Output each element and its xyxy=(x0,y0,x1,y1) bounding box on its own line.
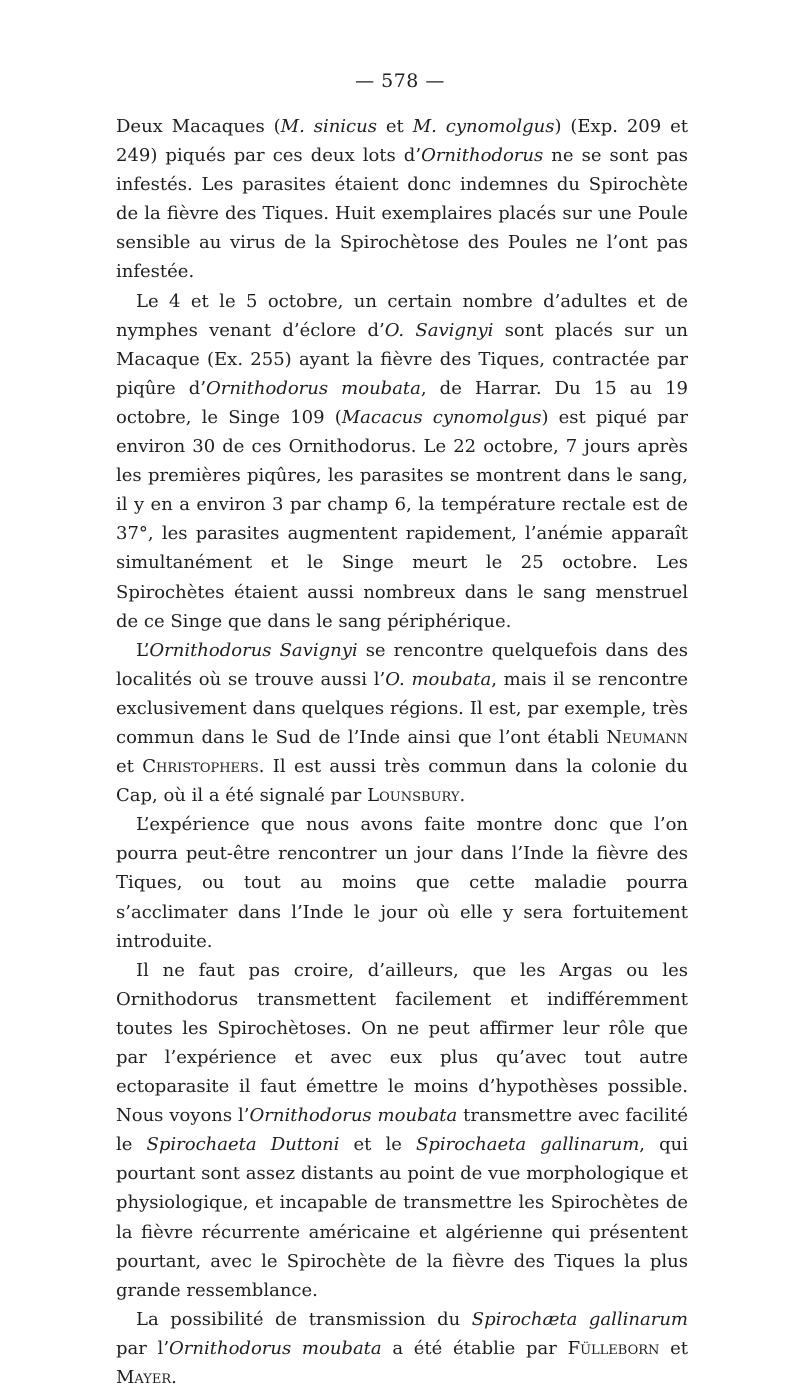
text-run: . xyxy=(459,785,466,807)
author-name: Lounsbury xyxy=(367,785,460,807)
text-run: , de Harrar. Du 15 au 19 octobre, le Singe 109 ( xyxy=(116,377,688,428)
body-text xyxy=(116,112,688,1392)
text-run: , qui pourtant sont assez distants au point de vue morphologique et physiologique, et incapable de transmettre les Spirochètes de la fièvre récurrente américaine et algérienne qui présentent pourtant, avec le Spirochète de la fièvre des Tiques la plus grande ressemblance. xyxy=(116,1134,688,1301)
page-number: — 578 — xyxy=(355,70,445,92)
text-run: ne se sont pas infestés. Les parasites étaient donc indemnes du Spirochète de la fièvre des Tiques. Huit exemplaires placés sur une Poule sensible au virus de la Spirochètose des Poules ne l’ont pas infestée. xyxy=(116,145,688,283)
text-run: et xyxy=(659,1337,689,1359)
italic-text: M. sinicus xyxy=(280,116,377,137)
text-run: sont placés sur un Macaque (Ex. 255) ayant la fièvre des Tiques, contractée par piqûre d’ xyxy=(116,319,688,399)
text-run: se rencontre quelquefois dans des localités où se trouve aussi l’ xyxy=(116,639,688,690)
text-run: et le xyxy=(339,1134,416,1156)
italic-text: Ornithodorus moubata xyxy=(169,1337,382,1359)
paragraph xyxy=(116,810,688,955)
text-run: et xyxy=(116,756,143,778)
text-run: ) est piqué par environ 30 de ces Ornithodorus. Le 22 octobre, 7 jours après les premières piqûres, les parasites se montrent dans le sang, il y en a environ 3 par champ 6, la température rectale est de 37°, les parasites augmentent rapidement, l’anémie apparaît simultanément et le Singe meurt le 25 octobre. Les Spirochètes étaient aussi nombreux dans le sang menstruel de ce Singe que dans le sang périphérique. xyxy=(116,406,688,632)
text-run: et xyxy=(376,116,413,137)
italic-text: Spirochaeta gallinarum xyxy=(415,1134,640,1156)
author-name: Fülleborn xyxy=(567,1337,660,1359)
italic-text: Macacus cynomolgus xyxy=(341,406,542,428)
italic-text: Ornithodorus moubata xyxy=(249,1105,458,1127)
paragraph xyxy=(116,956,688,1305)
text-run: transmettre avec facilité le xyxy=(116,1105,689,1156)
italic-text: M. cynomolgus xyxy=(412,116,555,137)
italic-text: Spirochaeta Duttoni xyxy=(146,1134,340,1156)
author-name: Neumann xyxy=(606,726,688,748)
text-run: La possibilité de transmission du xyxy=(136,1308,472,1330)
text-run: L’ xyxy=(136,639,150,661)
text-run: a été établie par xyxy=(381,1337,568,1359)
italic-text: O. moubata xyxy=(385,668,492,690)
paragraph xyxy=(116,287,688,636)
italic-text: Ornithodorus xyxy=(421,145,544,167)
paragraph xyxy=(116,636,688,811)
text-run: ) (Exp. 209 et 249) piqués par ces deux lots d’ xyxy=(116,116,688,167)
text-run: L’expérience que nous avons faite montre donc que l’on pourra peut-être rencontrer un jour dans l’Inde la fièvre des Tiques, ou tout au moins que cette maladie pourra s’acclimater dans l’Inde le jour où elle y sera fortuitement introduite. xyxy=(116,814,688,952)
text-run: Le 4 et le 5 octobre, un certain nombre d’adultes et de nymphes venant d’éclore d’ xyxy=(116,290,688,341)
author-name: Mayer xyxy=(116,1367,172,1389)
text-run: Deux Macaques ( xyxy=(116,116,281,137)
text-run: , mais il se rencontre exclusivement dans quelques régions. Il est, par exemple, très commun dans le Sud de l’Inde ainsi que l’ont établi xyxy=(116,668,688,748)
paragraph xyxy=(116,1305,688,1392)
text-run: Il ne faut pas croire, d’ailleurs, que les Argas ou les Ornithodorus transmettent facilement et indifféremment toutes les Spirochètoses. On ne peut affirmer leur rôle que par l’expérience et avec eux plus qu’avec tout autre ectoparasite il faut émettre le moins d’hypothèses possible. Nous voyons l’ xyxy=(116,959,688,1127)
text-run: par l’ xyxy=(116,1337,170,1359)
italic-text: Ornithodorus moubata xyxy=(205,377,421,399)
italic-text: O. Savignyi xyxy=(384,319,494,341)
italic-text: Spirochæta gallinarum xyxy=(471,1308,688,1330)
text-run: . Il est aussi très commun dans la colonie du Cap, où il a été signalé par xyxy=(116,756,688,807)
italic-text: Ornithodorus Savignyi xyxy=(149,639,358,661)
paragraph xyxy=(116,112,688,287)
author-name: Christophers xyxy=(142,756,259,778)
text-run: . xyxy=(171,1367,177,1389)
